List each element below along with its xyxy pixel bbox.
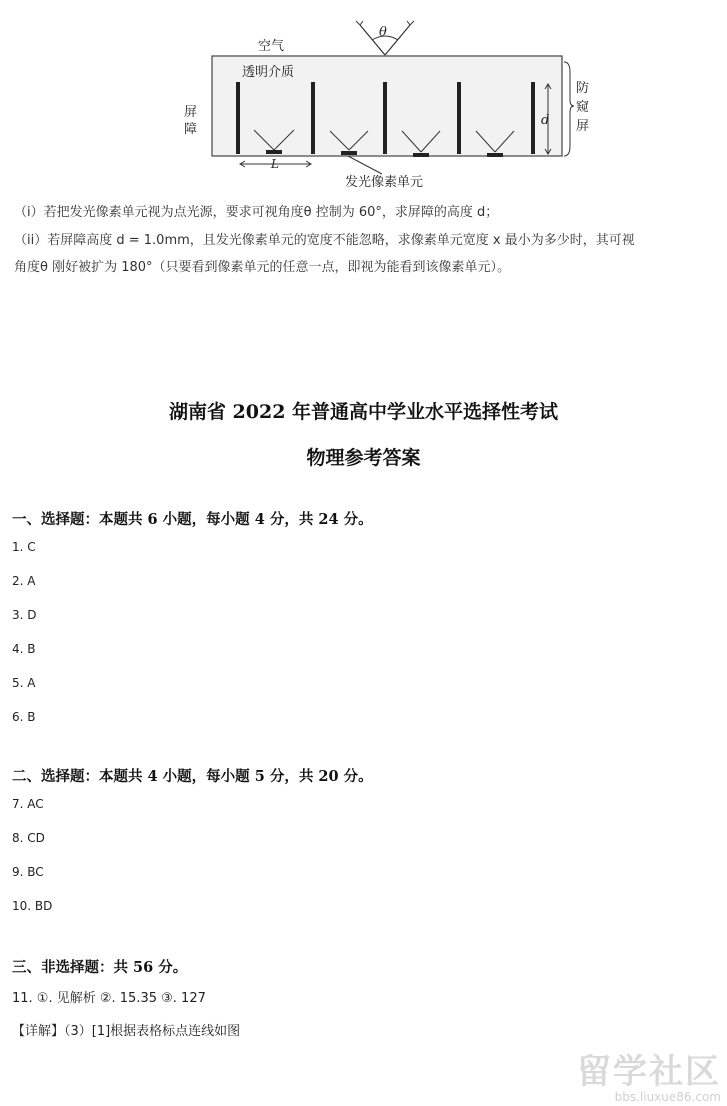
answer-item: 10. BD	[12, 899, 53, 913]
l-label: L	[271, 157, 279, 171]
page-title: 湖南省 2022 年普通高中学业水平选择性考试	[168, 401, 559, 423]
section-2-heading: 二、选择题：本题共 4 小题，每小题 5 分，共 20 分。	[12, 768, 373, 785]
answer-item: 3. D	[12, 608, 37, 622]
answer-item: 8. CD	[12, 831, 45, 845]
watermark-logo: 留学社区	[577, 1052, 721, 1092]
detail-explanation: 【详解】（3）[1]根据表格标点连线如图	[12, 1024, 241, 1039]
d-label: d	[541, 113, 550, 128]
watermark-url: bbs.liuxue86.com	[614, 1090, 721, 1104]
question-part-i: （i）若把发光像素单元视为点光源，要求可视角度θ 控制为 60°，求屏障的高度 d；	[14, 205, 499, 220]
pixel-unit-label: 发光像素单元	[345, 175, 424, 190]
question-11-answer: 11. ①. 见解析 ②. 15.35 ③. 127	[12, 991, 206, 1006]
theta-label: θ	[379, 25, 387, 40]
question-part-ii-line1: （ii）若屏障高度 d = 1.0mm，且发光像素单元的宽度不能忽略，求像素单元宽度 x 最小为多少时，其可视	[14, 233, 635, 248]
right-brace	[564, 62, 574, 156]
barrier-2	[311, 82, 315, 154]
medium-label: 透明介质	[242, 65, 295, 80]
answer-item: 4. B	[12, 642, 36, 656]
section-3-heading: 三、非选择题：共 56 分。	[12, 959, 188, 976]
answer-item: 7. AC	[12, 797, 44, 811]
page-subtitle: 物理参考答案	[306, 447, 421, 469]
barrier-5	[531, 82, 535, 154]
section-1-heading: 一、选择题：本题共 6 小题，每小题 4 分，共 24 分。	[12, 511, 373, 528]
watermark	[577, 1054, 721, 1104]
barrier-3	[383, 82, 387, 154]
answer-item: 9. BC	[12, 865, 44, 879]
anti-peep-label: 防窥屏	[576, 81, 590, 134]
anti-peep-screen-diagram	[150, 0, 610, 195]
barrier-label: 屏障	[184, 105, 198, 137]
air-label: 空气	[258, 39, 285, 54]
answer-item: 2. A	[12, 574, 36, 588]
answer-item: 1. C	[12, 540, 36, 554]
answer-item: 5. A	[12, 676, 36, 690]
barrier-4	[457, 82, 461, 154]
question-part-ii-line2: 角度θ 刚好被扩为 180°（只要看到像素单元的任意一点，即视为能看到该像素单元）。	[14, 260, 511, 275]
answer-item: 6. B	[12, 710, 36, 724]
barrier-1	[236, 82, 240, 154]
